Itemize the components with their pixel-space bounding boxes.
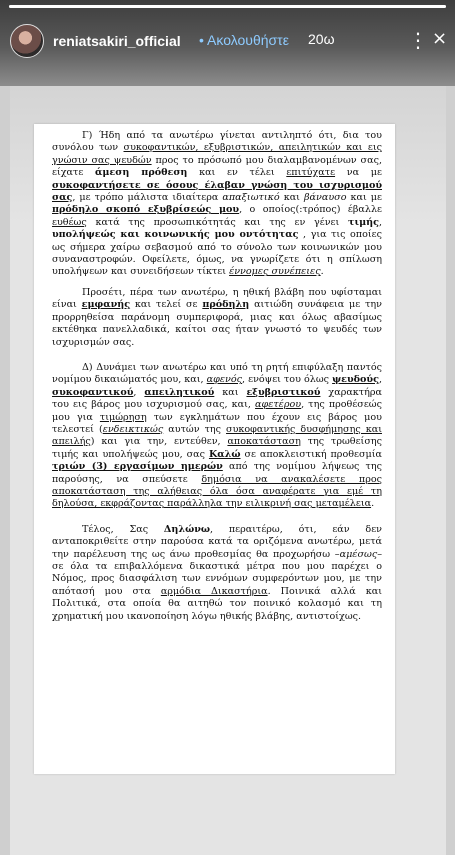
text-run: και τελεί σε [130,299,203,311]
text-run: προς το πρόσωπό μου διαλαμβανομένων σας, είχατε [52,154,382,179]
text-run: υπολήψεώς και κοινωνικής μου οντότητας [52,229,299,241]
text-run: συκοφαντικών, εξυβριστικών, απειλητικών και εις γνώσιν σας ψευδών [52,142,382,166]
text-run: τριών (3) εργασίμων ημερών [52,461,223,473]
text-run: εμφανής [81,299,131,311]
text-run: συκοφαντικής δυσφήμησης και απειλής [52,423,382,448]
text-run: της τρωθείσης τιμής και υπολήψεώς μου, σας [52,436,382,460]
story-progress-fill [9,5,446,8]
text-run: των εγκλημάτων που έχουν εις βάρος μου τελεστεί ( [52,411,382,435]
paragraph-gamma [52,130,382,279]
paragraph-moral-damage [52,287,382,349]
text-run: πρόδηλο σκοπό εξυβρίσεώς μου [52,204,240,216]
text-run: αποκατάσταση [227,436,301,448]
text-run: ενδεικτικώς [102,423,164,435]
text-run: ψευδούς [332,374,379,386]
text-run: αφετέρου [255,399,302,411]
text-run: απειλητικού [144,386,215,398]
close-icon[interactable]: × [432,28,448,49]
text-run: από της νομίμου λήψεως της παρούσης, να σπεύσετε [52,461,382,485]
text-run: Δηλώνω [163,523,210,535]
text-run: , με τρόπο μάλιστα ιδιαίτερα [72,192,223,204]
text-run: και με [346,192,382,204]
text-run: Καλώ [208,448,241,460]
text-run: , περαιτέρω, ότι, εάν δεν ανταποκριθείτε στην παρούσα κατά τα οριζόμενα ανωτέρω, μετά την παρέλευση της ως άνω προθεσμίας θα προχωρήσω [52,523,382,560]
text-run: , [378,216,382,228]
document-text [52,130,382,623]
text-run: επιτύχατε [286,167,336,179]
text-run: πρόδηλη [202,299,250,311]
text-run: τιμώρηση [99,411,147,423]
text-run: έννομες συνέπειες [229,266,321,278]
paragraph-closing [52,524,382,623]
text-run: απαξιωτικό [222,192,280,204]
text-run: –αμέσως– [334,548,382,560]
separator-dot: • [199,32,204,48]
text-run: Τέλος, Σας [82,523,164,535]
text-run: και εν τέλει [187,167,287,179]
follow-label[interactable]: Ακολουθήστε [207,32,289,48]
text-run: , ο οποίος(:τρόπος) έβαλλε [239,204,382,216]
text-run: άμεση πρόθεση [95,167,188,179]
text-run: ευθέως [52,216,87,228]
text-run: δημόσια να ανακαλέσετε προς αποκατάσταση της αλήθειας όλα όσα αναφέρατε για εμέ τη δηλούσα, εκφράζοντας παράλληλα την ειλικρινή σας μεταμέλεια [52,473,382,510]
text-run: αφενός [206,374,242,386]
text-run: να με [335,167,382,179]
text-run: ) και για την, εντεύθεν, [90,436,228,448]
timestamp: 20ω [308,31,335,47]
text-run: αρμόδια Δικαστήρια [160,585,268,597]
story-header [0,0,455,86]
text-run: τιμής [348,216,379,228]
text-run: συκοφαντικού [52,386,134,398]
avatar[interactable] [10,24,44,58]
text-run: , της προθέσεώς μου για [52,399,382,423]
text-run: και [279,192,304,204]
text-run: , ενόψει του όλως [241,374,333,386]
text-run: κατά της προσωπικότητάς και της εν γένει [86,216,348,228]
story-progress-bar [9,5,446,8]
text-run: , για τις οποίες ως σήμερα χαίρω σεβασμού από το σύνολο των κοινωνικών μου συναναστροφών. Οφείλετε, όμως, να γνωρίζετε ότι η σπίλωση υπολήψεων και συνειδήσεων τίκτει [52,229,382,278]
text-run: Δ) Δυνάμει των ανωτέρω και υπό τη ρητή επιφύλαξη παντός νομίμου δικαιώματός μου, και, [52,361,382,386]
text-run: σε όλα τα επιβαλλόμενα δικαστικά μέτρα που μου παρέχει ο Νόμος, προς διασφάλιση των εννόμων συμφερόντων μου, με την απότασή μου στα [52,561,382,597]
text-run: . Ποινικά αλλά και Πολιτικά, στα οποία θα αιτηθώ τον ποινικό κολασμό και τη χρηματική μου ικανοποίηση λόγω ηθικής βλάβης, αντιστοίχως. [52,585,382,622]
text-run: εξυβριστικού [246,386,321,398]
text-run: , [133,386,145,398]
text-run: αιτιώδη συνάφεια με την προρρηθείσα παράνομη συμπεριφορά, μιας και όλως αβασίμως εκτέθηκα πανελλαδικά, καίτοι σας ήταν γνωστό το ψευδές των ισχυρισμών σας. [52,299,383,348]
text-run: σε αποκλειστική προθεσμία [240,448,382,460]
text-run: συκοφαντήσετε σε όσους έλαβαν γνώση του ισχυρισμού σας [52,179,382,204]
text-run: βάναυσο [303,192,347,204]
text-run: Γ) Ήδη από τα ανωτέρω γίνεται αντιληπτό ότι, δια του συνόλου των [52,130,382,154]
text-run: και [214,386,247,398]
text-run: . [371,498,375,510]
paragraph-delta [52,362,382,511]
text-run: , [378,374,382,386]
username[interactable]: reniatsakiri_official [53,33,181,49]
text-run: Προσέτι, πέρα των ανωτέρω, η ηθική βλάβη που υφίσταμαι είναι [52,286,382,311]
text-run: χαρακτήρα του εις βάρος μου ισχυρισμού σας, και, [52,386,382,411]
more-options-icon[interactable]: ⋮ [408,28,428,52]
follow-button[interactable] [199,32,289,48]
text-run: αυτών της [163,423,227,435]
text-run: . [320,266,324,278]
